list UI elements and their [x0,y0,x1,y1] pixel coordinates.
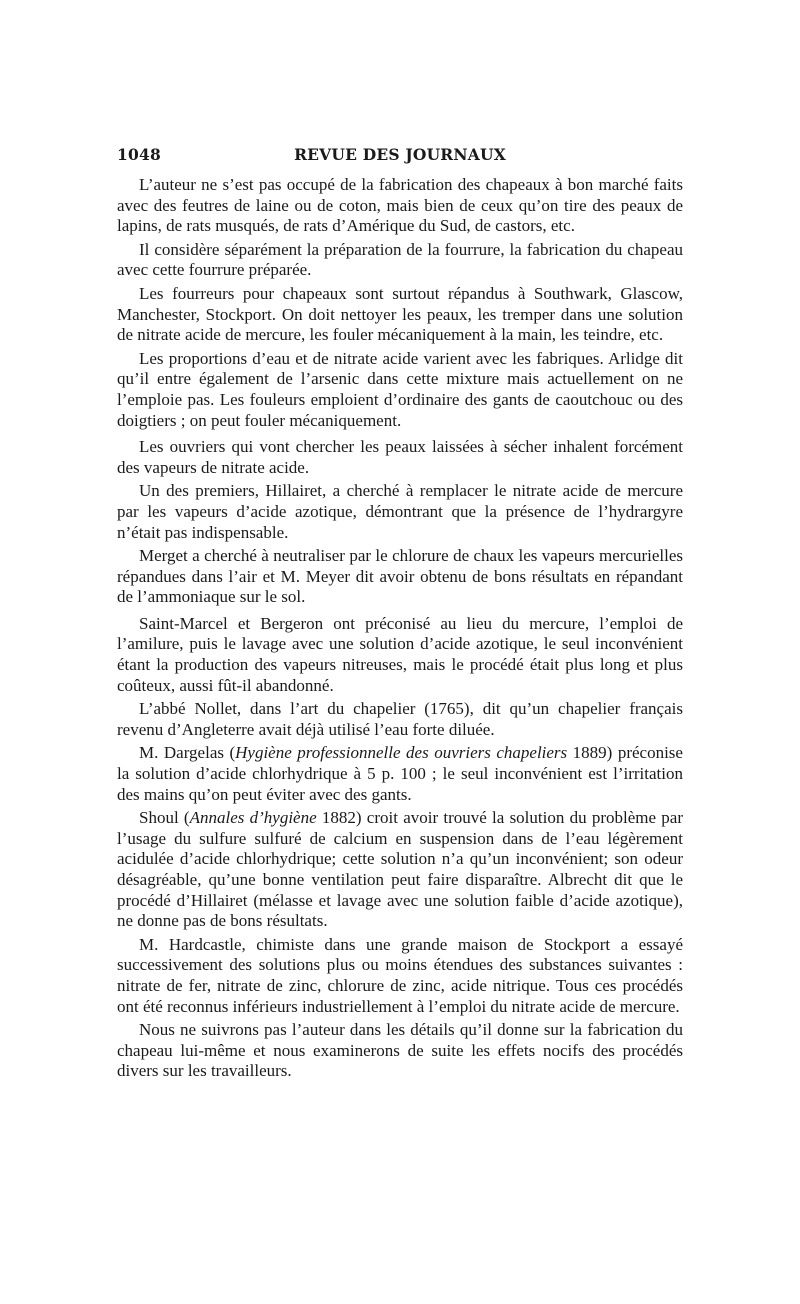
paragraph-fourrure: Il considère séparément la préparation de la fourrure, la fabrication du chapeau avec cette fourrure préparée. [117,239,683,280]
paragraph-merget: Merget a cherché à neutraliser par le chlorure de chaux les vapeurs mercurielles répandues dans l’air et M. Meyer dit avoir obtenu de bons résultats en répandant de l’ammoniaque sur le sol. [117,546,683,607]
paragraph-shoul [117,808,683,932]
page-number: 1048 [117,145,161,164]
running-title: REVUE DES JOURNAUX [294,145,506,164]
paragraph-shoul-rest: 1882) croit avoir trouvé la solution du problème par l’usage du sulfure sulfuré de calcium en suspension dans de l’eau légèrement acidulée d’acide chlorhydrique; cette solution n’a qu’un inconvénient; son odeur désagréable, qu’une bonne ventilation peut faire disparaître. Albrecht dit que le procédé d’Hillairet (mélasse et lavage avec une solution faible d’acide azotique), ne donne pas de bons résultats. [117,808,683,931]
journal-title-annales-hygiene: Annales d’hygiène [189,808,317,828]
paragraph-hillairet: Un des premiers, Hillairet, a cherché à remplacer le nitrate acide de mercure par les vapeurs d’acide azotique, démontrant que la présence de l’hydrargyre n’était pas indispensable. [117,481,683,542]
book-title-hygiene-professionnelle: Hygiène professionnelle des ouvriers chapeliers [235,743,568,763]
paragraph-nollet: L’abbé Nollet, dans l’art du chapelier (1765), dit qu’un chapelier français revenu d’Angleterre avait déjà utilisé l’eau forte diluée. [117,699,683,739]
paragraph-hardcastle: M. Hardcastle, chimiste dans une grande maison de Stockport a essayé successivement des solutions plus ou moins étendues des substances suivantes : nitrate de fer, nitrate de zinc, chlorure de zinc, acide nitrique. Tous ces procédés ont été reconnus inférieurs industriellement à l’emploi du nitrate acide de mercure. [117,934,683,1016]
paragraph-dargelas-lead: M. Dargelas ( [139,743,236,763]
paragraph-ouvriers: Les ouvriers qui vont chercher les peaux laissées à sécher inhalent forcément des vapeurs de nitrate acide. [117,437,683,477]
journal-page [117,145,683,1085]
paragraph-dargelas-rest: 1889) préconise la solution d’acide chlorhydrique à 5 p. 100 ; le seul inconvénient est l’irritation des mains qu’on peut éviter avec des gants. [117,743,683,804]
article-body [117,175,683,1082]
paragraph-fourreurs: Les fourreurs pour chapeaux sont surtout répandus à Southwark, Glascow, Manchester, Stockport. On doit nettoyer les peaux, les tremper dans une solution de nitrate acide de mercure, les fouler mécaniquement à la main, les teindre, etc. [117,283,683,345]
page-header [117,145,683,169]
paragraph-saint-marcel: Saint-Marcel et Bergeron ont préconisé au lieu du mercure, l’emploi de l’amilure, puis le lavage avec une solution d’acide azotique, le seul inconvénient étant la production des vapeurs nitreuses, mais le procédé était plus long et plus coûteux, aussi fût-il abandonné. [117,613,683,695]
paragraph-shoul-lead: Shoul ( [139,808,190,828]
paragraph-fabrication: L’auteur ne s’est pas occupé de la fabrication des chapeaux à bon marché faits avec des feutres de laine ou de coton, mais bien de ceux qu’on tire des peaux de lapins, de rats musqués, de rats d’Amérique du Sud, de castors, etc. [117,175,683,236]
paragraph-dargelas [117,743,683,805]
paragraph-proportions: Les proportions d’eau et de nitrate acide varient avec les fabriques. Arlidge dit qu’il entre également de l’arsenic dans cette mixture mais actuellement on ne l’emploie pas. Les fouleurs emploient d’ordinaire des gants de caoutchouc ou des doigtiers ; on peut fouler mécaniquement. [117,348,683,430]
paragraph-conclusion: Nous ne suivrons pas l’auteur dans les détails qu’il donne sur la fabrication du chapeau lui-même et nous examinerons de suite les effets nocifs des procédés divers sur les travailleurs. [117,1020,683,1081]
